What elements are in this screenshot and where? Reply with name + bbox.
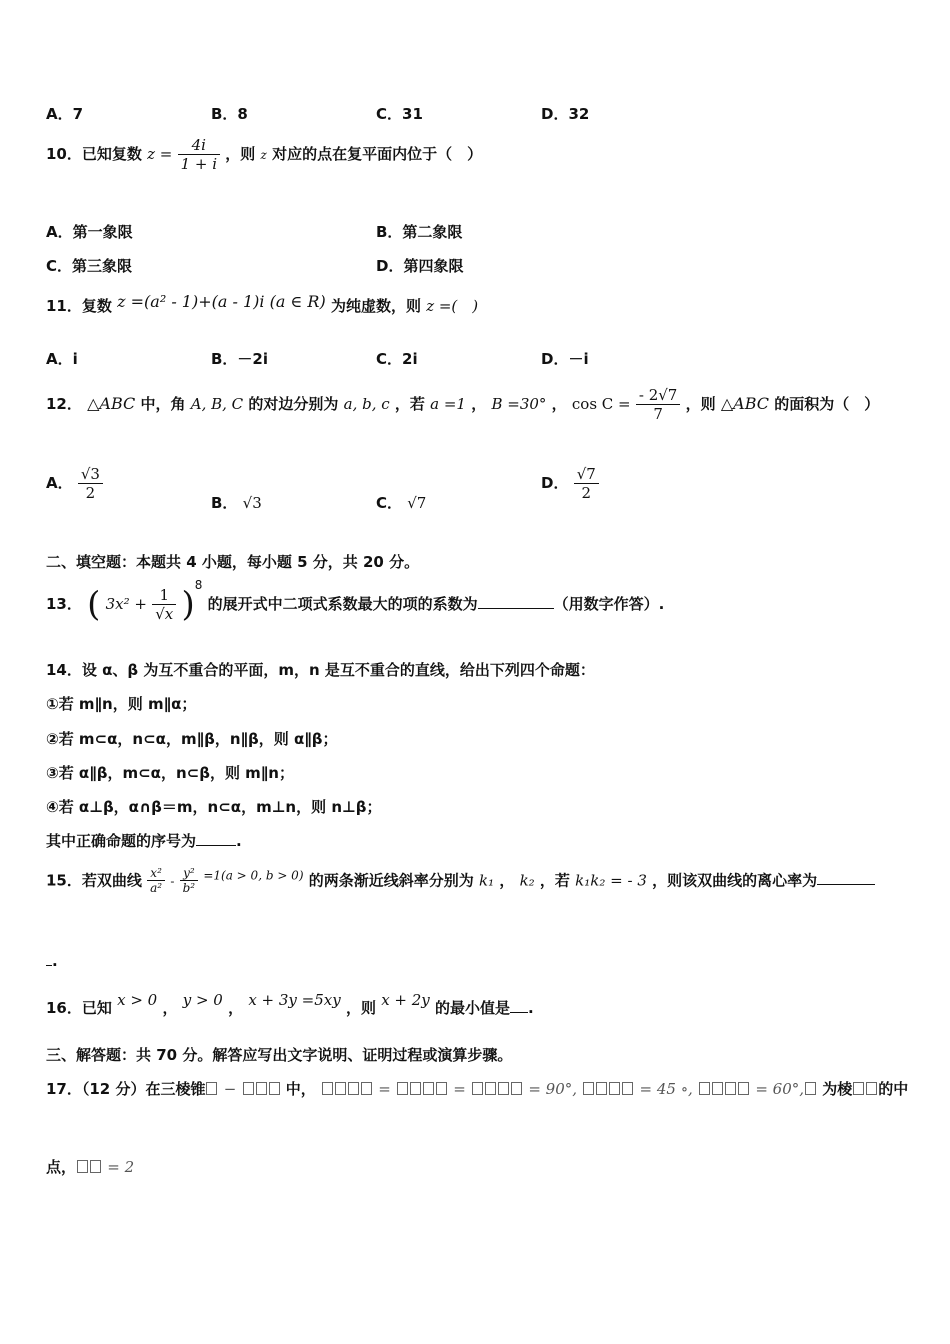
q11-answer: z =( ) [426,297,479,315]
q14-proposition-4: ④若 α⊥β，α∩β＝m，n⊂α，m⊥n，则 n⊥β； [46,798,382,816]
q14-tail-end: . [236,832,242,850]
q12-option-a-fraction [78,465,103,502]
q10-frac-den: 1 + i [180,155,218,173]
q14-tail [46,830,242,851]
q16-expression: x + 2y [381,991,430,1009]
q12-option-a-num: √3 [78,465,103,484]
q16-condition-2: y > 0 [182,991,223,1009]
q15-minus: - [170,874,175,889]
q12-option-d-den: 2 [581,484,592,502]
q17-text-1: 中， [285,1080,316,1098]
missing-glyph-icon [77,1160,88,1173]
q12-text-4: ， [471,395,487,413]
q17-text-3: 的中 [878,1080,909,1098]
q13-base: 3x² + [105,595,147,613]
missing-glyph-icon [622,1082,633,1095]
q15-y-fraction [180,866,199,896]
q12-cos-den: 7 [653,405,663,423]
q17-line-2 [46,1156,134,1177]
q11-option-a: A．i [46,350,78,368]
q16-answer-blank[interactable] [510,1012,528,1013]
missing-glyph-icon [805,1082,816,1095]
question-12 [46,386,879,423]
q15-product: k₁k₂ = - 3 [575,871,647,890]
missing-glyph-icon [738,1082,749,1095]
q12-option-c-value: √7 [407,494,427,512]
q12-text-2: 的对边分别为 [248,395,339,413]
missing-glyph-icon [866,1082,877,1095]
q12-text-5: ， [551,395,567,413]
q9-option-d: D．32 [541,105,590,123]
q12-option-c-label: C． [376,494,403,512]
missing-glyph-icon [609,1082,620,1095]
q10-z: z [260,148,267,162]
q10-number: 10．已知复数 [46,145,142,163]
q16-condition-3: x + 3y =5xy [248,991,341,1009]
q16-number: 16．已知 [46,999,112,1017]
question-13 [46,578,664,625]
q11-option-d: D．－i [541,350,589,368]
missing-glyph-icon [712,1082,723,1095]
q10-tail: 对应的点在复平面内位于（ ） [272,145,483,163]
q10-frac-num: 4i [178,136,220,155]
q15-k1: k₁ [478,871,495,890]
missing-glyph-icon [436,1082,447,1095]
q12-option-b [211,492,262,513]
q13-exponent: 8 [194,578,203,592]
q9-option-c: C．31 [376,105,423,123]
question-10 [46,136,482,173]
missing-glyph-icon [725,1082,736,1095]
q12-cos-fraction [636,386,680,423]
q12-option-d-num: √7 [574,465,599,484]
q12-option-a-den: 2 [85,484,96,502]
q16-condition-1: x > 0 [117,991,158,1009]
q16-sep-2: ， [228,999,244,1017]
q10-option-c: C．第三象限 [46,257,133,275]
q9-option-a: A．7 [46,105,84,123]
q17-number: 17．（12 分）在三棱锥 [46,1080,206,1098]
q14-proposition-1: ①若 m∥n，则 m∥α； [46,695,197,713]
missing-glyph-icon [348,1082,359,1095]
q17-value-60: = 60°, [755,1080,805,1098]
q15-x-den: a² [150,881,163,896]
missing-glyph-icon [90,1160,101,1173]
q15-x-num: x² [147,866,165,881]
q15-k2: k₂ [519,871,535,890]
question-15 [46,866,875,896]
missing-glyph-icon [397,1082,408,1095]
q13-tail: （用数字作答）. [553,595,665,613]
q15-text-2: ，若 [539,871,570,890]
q13-paren-close: ) [181,584,195,625]
q9-option-b: B．8 [211,105,248,123]
q10-option-b: B．第二象限 [376,223,463,241]
missing-glyph-icon [596,1082,607,1095]
q12-option-b-value: √3 [242,494,262,512]
q12-option-d [541,465,599,502]
q10-option-a: A．第一象限 [46,223,133,241]
missing-glyph-icon [206,1082,217,1095]
q10-lhs: z = [147,145,173,163]
q17-value-2: = 2 [107,1158,135,1176]
q17-minus: − [223,1080,237,1098]
q13-number: 13． [46,595,82,613]
q15-end: . [52,952,58,970]
q17-equals-1: = [378,1080,391,1098]
q11-expression: z =(a² - 1)+(a - 1)i (a ∈ R) [117,292,326,311]
q15-answer-blank[interactable] [817,884,875,885]
q15-text-3: ，则该双曲线的离心率为 [652,871,818,890]
missing-glyph-icon [423,1082,434,1095]
q12-text-1: 中，角 [140,395,186,413]
missing-glyph-icon [498,1082,509,1095]
q12-triangle: △ABC [87,394,136,413]
q16-text-1: ，则 [345,999,376,1017]
q13-paren-open: ( [87,584,101,625]
q17-line-2-text: 点， [46,1158,77,1176]
q11-option-c: C．2i [376,350,418,368]
q15-x-fraction [147,866,165,896]
missing-glyph-icon [583,1082,594,1095]
q13-frac-num: 1 [152,586,176,605]
q16-text-2: 的最小值是 [435,999,511,1017]
q11-option-b: B．－2i [211,350,269,368]
q14-answer-blank[interactable] [196,845,236,846]
missing-glyph-icon [256,1082,267,1095]
q15-condition: =1(a > 0, b > 0) [203,868,304,883]
missing-glyph-icon [699,1082,710,1095]
q14-intro: 14．设 α、β 为互不重合的平面，m，n 是互不重合的直线，给出下列四个命题： [46,661,595,679]
question-11 [46,292,478,316]
section-3-heading: 三、解答题：共 70 分。解答应写出文字说明、证明过程或演算步骤。 [46,1046,513,1064]
q16-sep-1: ， [162,999,178,1017]
q12-cos-num: - 2√7 [636,386,680,405]
q17-value-45: = 45 ∘, [639,1080,693,1098]
q14-tail-text: 其中正确命题的序号为 [46,832,197,850]
q12-cos: cos C = [571,395,631,413]
q13-answer-blank[interactable] [478,608,554,609]
missing-glyph-icon [361,1082,372,1095]
q15-y-num: y² [180,866,199,881]
q15-y-den: b² [182,881,196,896]
q10-fraction [178,136,220,173]
q14-proposition-2: ②若 m⊂α，n⊂α，m∥β，n∥β，则 α∥β； [46,730,338,748]
q13-frac-den: √x [155,605,174,623]
missing-glyph-icon [243,1082,254,1095]
q12-option-a [46,465,103,502]
missing-glyph-icon [335,1082,346,1095]
q12-triangle-2: △ABC [720,394,769,413]
q12-number: 12． [46,395,82,413]
missing-glyph-icon [269,1082,280,1095]
q13-fraction [152,586,176,623]
q17-text-2: 为棱 [822,1080,853,1098]
q12-option-d-label: D． [541,474,569,492]
q12-angles: A, B, C [190,395,244,413]
q12-option-d-fraction [574,465,599,502]
question-17 [46,1078,908,1099]
missing-glyph-icon [485,1082,496,1095]
q15-text-1: 的两条渐近线斜率分别为 [308,871,474,890]
q10-option-d: D．第四象限 [376,257,464,275]
q15-number: 15．若双曲线 [46,871,142,890]
q17-value-90: = 90°, [528,1080,578,1098]
missing-glyph-icon [853,1082,864,1095]
missing-glyph-icon [322,1082,333,1095]
question-16 [46,991,534,1018]
q12-sides: a, b, c [343,395,390,413]
q12-option-c [376,492,426,513]
q11-mid: 为纯虚数，则 [330,297,421,315]
q12-a-value: a =1 [430,395,466,413]
q12-b-value: B =30° [491,395,547,413]
q11-number: 11．复数 [46,297,112,315]
q17-equals-2: = [453,1080,466,1098]
q12-text-3: ，若 [394,395,425,413]
missing-glyph-icon [472,1082,483,1095]
q13-text: 的展开式中二项式系数最大的项的系数为 [207,595,478,613]
q15-comma: ， [499,871,515,890]
q12-text-7: 的面积为（ ） [774,395,880,413]
q12-option-b-label: B． [211,494,238,512]
q16-end: . [528,999,534,1017]
q12-option-a-label: A． [46,474,73,492]
missing-glyph-icon [410,1082,421,1095]
missing-glyph-icon [511,1082,522,1095]
q10-mid: ，则 [225,145,256,163]
q14-proposition-3: ③若 α∥β，m⊂α，n⊂β，则 m∥n； [46,764,294,782]
section-2-heading: 二、填空题：本题共 4 小题，每小题 5 分，共 20 分。 [46,553,420,571]
q12-text-6: ，则 [685,395,716,413]
q15-line-2 [46,952,58,970]
